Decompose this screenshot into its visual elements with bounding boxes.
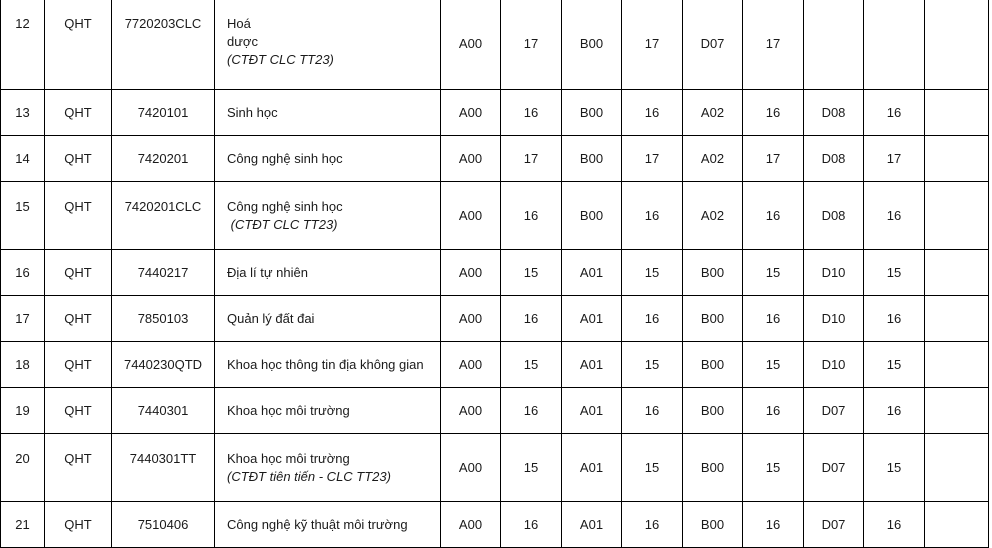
subject-group-4-cell: D10 [804,342,864,388]
score-3-cell: 16 [743,502,804,548]
program-name-line: Khoa học thông tin địa không gian [227,356,424,372]
subject-group-4-cell: D10 [804,296,864,342]
program-code-cell: 7850103 [112,296,215,342]
table-row [1,296,989,342]
score-1-cell: 15 [501,434,562,502]
score-3-cell: 16 [743,296,804,342]
score-1-cell: 15 [501,250,562,296]
subject-group-2-cell: A01 [562,250,622,296]
score-4-cell: 15 [864,342,925,388]
subject-group-1-cell: A00 [441,502,501,548]
row-number-cell: 12 [1,0,45,90]
subject-group-2-cell: A01 [562,502,622,548]
score-3-cell: 16 [743,90,804,136]
subject-group-2-cell: B00 [562,90,622,136]
school-code-cell: QHT [45,502,112,548]
school-code-cell: QHT [45,296,112,342]
program-name-cell [215,136,441,182]
score-3-cell: 17 [743,0,804,90]
subject-group-3-cell: A02 [683,90,743,136]
subject-group-1-cell: A00 [441,296,501,342]
program-code-cell: 7420201 [112,136,215,182]
program-name-line: Công nghệ sinh học [227,199,343,214]
subject-group-3-cell: A02 [683,136,743,182]
extra-cell [925,136,989,182]
extra-cell [925,502,989,548]
subject-group-3-cell: D07 [683,0,743,90]
subject-group-4-cell: D07 [804,502,864,548]
score-1-cell: 16 [501,388,562,434]
program-name-line: dược [227,34,258,49]
subject-group-4-cell [804,0,864,90]
program-code-cell: 7440301 [112,388,215,434]
row-number-cell: 21 [1,502,45,548]
subject-group-2-cell: A01 [562,434,622,502]
score-3-cell: 15 [743,250,804,296]
school-code-cell: QHT [45,182,112,250]
program-name-cell [215,250,441,296]
subject-group-1-cell: A00 [441,136,501,182]
extra-cell [925,90,989,136]
score-1-cell: 16 [501,502,562,548]
extra-cell [925,296,989,342]
score-4-cell: 16 [864,388,925,434]
score-4-cell: 15 [864,250,925,296]
program-name-cell [215,0,441,90]
score-2-cell: 17 [622,0,683,90]
score-1-cell: 16 [501,296,562,342]
subject-group-1-cell: A00 [441,388,501,434]
subject-group-1-cell: A00 [441,342,501,388]
school-code-cell: QHT [45,250,112,296]
table-row [1,434,989,502]
subject-group-4-cell: D08 [804,90,864,136]
subject-group-3-cell: B00 [683,250,743,296]
program-type-note: (CTĐT tiên tiến - CLC TT23) [227,469,391,484]
subject-group-3-cell: B00 [683,296,743,342]
program-name-line: Công nghệ sinh học [227,150,343,166]
row-number-cell: 16 [1,250,45,296]
score-1-cell: 17 [501,136,562,182]
program-code-cell: 7440217 [112,250,215,296]
score-4-cell: 17 [864,136,925,182]
table-row [1,342,989,388]
program-code-cell: 7420101 [112,90,215,136]
school-code-cell: QHT [45,0,112,90]
score-2-cell: 15 [622,342,683,388]
score-2-cell: 16 [622,388,683,434]
subject-group-3-cell: B00 [683,342,743,388]
program-code-cell: 7440230QTD [112,342,215,388]
table-row [1,502,989,548]
extra-cell [925,250,989,296]
program-name-cell [215,388,441,434]
program-name-line: Khoa học môi trường [227,402,350,418]
school-code-cell: QHT [45,388,112,434]
score-2-cell: 16 [622,502,683,548]
program-code-cell: 7720203CLC [112,0,215,90]
row-number-cell: 15 [1,182,45,250]
school-code-cell: QHT [45,90,112,136]
program-name-cell [215,434,441,502]
extra-cell [925,434,989,502]
score-3-cell: 15 [743,434,804,502]
extra-cell [925,342,989,388]
score-3-cell: 15 [743,342,804,388]
table-row [1,0,989,90]
row-number-cell: 20 [1,434,45,502]
program-code-cell: 7420201CLC [112,182,215,250]
score-4-cell: 16 [864,502,925,548]
score-2-cell: 15 [622,434,683,502]
subject-group-2-cell: A01 [562,388,622,434]
subject-group-3-cell: B00 [683,434,743,502]
score-2-cell: 15 [622,250,683,296]
school-code-cell: QHT [45,342,112,388]
program-name-line: Công nghệ kỹ thuật môi trường [227,516,408,532]
program-name-line: Sinh học [227,104,278,120]
score-1-cell: 17 [501,0,562,90]
score-4-cell: 16 [864,296,925,342]
subject-group-1-cell: A00 [441,434,501,502]
score-2-cell: 16 [622,296,683,342]
score-4-cell: 16 [864,182,925,250]
score-4-cell: 15 [864,434,925,502]
subject-group-1-cell: A00 [441,90,501,136]
score-1-cell: 16 [501,182,562,250]
table-row [1,250,989,296]
score-2-cell: 16 [622,182,683,250]
score-2-cell: 17 [622,136,683,182]
program-name-line: Khoa học môi trường [227,451,350,466]
table-row [1,136,989,182]
subject-group-2-cell: A01 [562,342,622,388]
program-name-line: Quản lý đất đai [227,310,315,326]
program-code-cell: 7510406 [112,502,215,548]
row-number-cell: 14 [1,136,45,182]
score-3-cell: 16 [743,182,804,250]
table-row [1,182,989,250]
row-number-cell: 13 [1,90,45,136]
score-1-cell: 16 [501,90,562,136]
score-4-cell [864,0,925,90]
program-name-line: Hoá [227,16,251,31]
program-name-cell [215,90,441,136]
subject-group-2-cell: B00 [562,182,622,250]
subject-group-1-cell: A00 [441,182,501,250]
program-code-cell: 7440301TT [112,434,215,502]
row-number-cell: 17 [1,296,45,342]
score-1-cell: 15 [501,342,562,388]
score-4-cell: 16 [864,90,925,136]
program-name-cell [215,182,441,250]
program-type-note: (CTĐT CLC TT23) [227,217,338,232]
row-number-cell: 19 [1,388,45,434]
subject-group-1-cell: A00 [441,0,501,90]
subject-group-4-cell: D07 [804,434,864,502]
row-number-cell: 18 [1,342,45,388]
subject-group-4-cell: D07 [804,388,864,434]
subject-group-2-cell: B00 [562,136,622,182]
program-name-cell [215,296,441,342]
program-name-cell [215,342,441,388]
subject-group-3-cell: B00 [683,502,743,548]
subject-group-4-cell: D08 [804,182,864,250]
program-type-note: (CTĐT CLC TT23) [227,52,334,67]
subject-group-1-cell: A00 [441,250,501,296]
school-code-cell: QHT [45,136,112,182]
score-3-cell: 16 [743,388,804,434]
school-code-cell: QHT [45,434,112,502]
score-3-cell: 17 [743,136,804,182]
table-row [1,388,989,434]
program-name-cell [215,502,441,548]
score-2-cell: 16 [622,90,683,136]
extra-cell [925,0,989,90]
subject-group-4-cell: D10 [804,250,864,296]
table-row [1,90,989,136]
subject-group-2-cell: A01 [562,296,622,342]
table-body [1,0,989,548]
extra-cell [925,388,989,434]
subject-group-2-cell: B00 [562,0,622,90]
program-name-line: Địa lí tự nhiên [227,264,308,280]
extra-cell [925,182,989,250]
subject-group-4-cell: D08 [804,136,864,182]
subject-group-3-cell: A02 [683,182,743,250]
subject-group-3-cell: B00 [683,388,743,434]
